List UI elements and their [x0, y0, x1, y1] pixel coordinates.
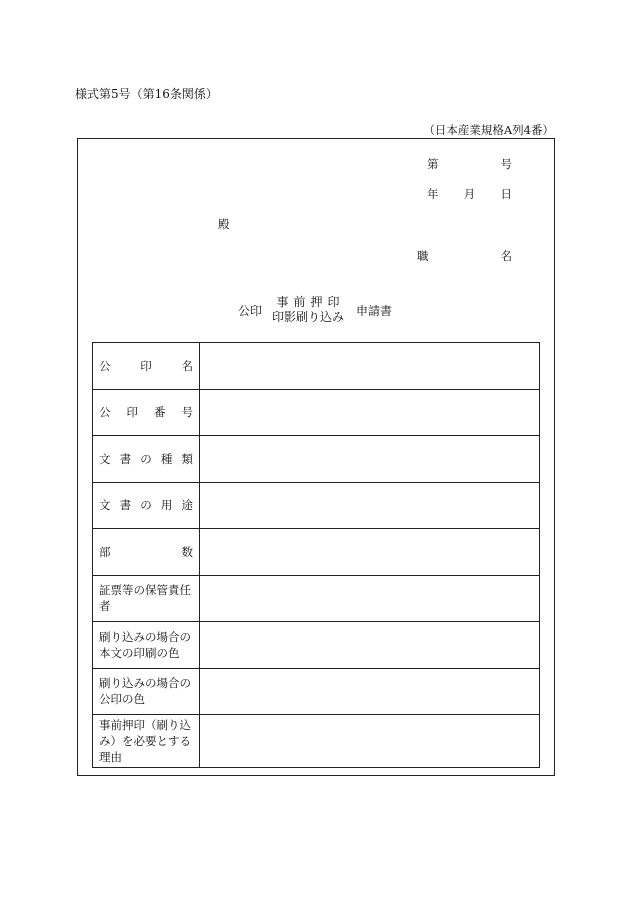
- label-char: 途: [181, 498, 193, 513]
- field-label: [93, 436, 200, 483]
- table-row: [93, 389, 540, 436]
- form-number: 様式第5号（第16条関係）: [75, 87, 218, 101]
- label-char: 文: [99, 451, 111, 466]
- field-label: [93, 715, 200, 768]
- field-label: [93, 622, 200, 669]
- field-label-text: 刷り込みの場合の本文の印刷の色: [99, 629, 191, 660]
- field-label: [93, 482, 200, 529]
- field-value-cell[interactable]: [200, 389, 540, 436]
- label-char: 印: [126, 405, 138, 420]
- label-char: 名: [181, 358, 193, 373]
- number-prefix: 第: [427, 157, 439, 171]
- field-value-cell[interactable]: [200, 482, 540, 529]
- document-title: [238, 295, 392, 325]
- label-char: 部: [99, 544, 111, 559]
- date-day: 日: [500, 187, 512, 201]
- field-value-cell[interactable]: [200, 715, 540, 768]
- field-label: [93, 575, 200, 622]
- field-value-cell[interactable]: [200, 436, 540, 483]
- label-char: 書: [119, 498, 132, 513]
- date-year: 年: [427, 187, 439, 201]
- label-char: 書: [119, 451, 132, 466]
- field-label: [93, 389, 200, 436]
- table-row: [93, 529, 540, 576]
- field-label-text: [99, 358, 193, 374]
- title-right: 申請書: [356, 303, 393, 318]
- label-char: の: [140, 451, 152, 466]
- addressee-honorific: 殿: [218, 217, 230, 231]
- label-char: 公: [99, 405, 111, 420]
- field-value-cell[interactable]: [200, 343, 540, 390]
- label-char: 類: [181, 451, 193, 466]
- field-value-cell[interactable]: [200, 622, 540, 669]
- field-label: [93, 668, 200, 715]
- table-row: [93, 575, 540, 622]
- label-char: の: [140, 498, 152, 513]
- label-char: 印: [140, 358, 152, 373]
- position-label: 職: [417, 249, 429, 263]
- label-char: 号: [181, 405, 193, 420]
- field-label-text: [99, 497, 193, 513]
- table-row: [93, 668, 540, 715]
- title-left: 公印: [238, 303, 263, 318]
- label-char: 数: [181, 544, 193, 559]
- date-line: [427, 186, 512, 202]
- label-char: 用: [160, 498, 173, 513]
- label-char: 公: [99, 358, 111, 373]
- label-char: 文: [99, 498, 111, 513]
- field-value-cell[interactable]: [200, 575, 540, 622]
- field-value-cell[interactable]: [200, 529, 540, 576]
- date-month: 月: [463, 187, 476, 201]
- title-option-pre-stamp: 事前押印: [276, 295, 345, 309]
- title-options: [272, 295, 344, 325]
- application-table: [92, 342, 540, 768]
- field-label: [93, 343, 200, 390]
- label-char: 種: [160, 451, 173, 466]
- table-row: [93, 622, 540, 669]
- field-label: [93, 529, 200, 576]
- table-row: [93, 343, 540, 390]
- paper-size-note: （日本産業規格A列4番）: [423, 123, 554, 137]
- number-suffix: 号: [500, 157, 512, 171]
- field-label-text: 事前押印（刷り込み）を必要とする理由: [99, 718, 191, 764]
- table-row: [93, 715, 540, 768]
- document-number-line: [427, 156, 512, 172]
- title-option-imprint: 印影刷り込み: [272, 310, 345, 324]
- field-label-text: 刷り込みの場合の公印の色: [99, 676, 191, 707]
- table-row: [93, 482, 540, 529]
- field-label-text: 証票等の保管責任者: [99, 583, 191, 614]
- field-label-text: [99, 544, 193, 560]
- name-label: 名: [500, 249, 512, 263]
- table-row: [93, 436, 540, 483]
- label-char: 番: [154, 405, 166, 420]
- applicant-title-line: [417, 248, 512, 264]
- field-label-text: [99, 451, 193, 467]
- field-label-text: [99, 404, 193, 420]
- field-value-cell[interactable]: [200, 668, 540, 715]
